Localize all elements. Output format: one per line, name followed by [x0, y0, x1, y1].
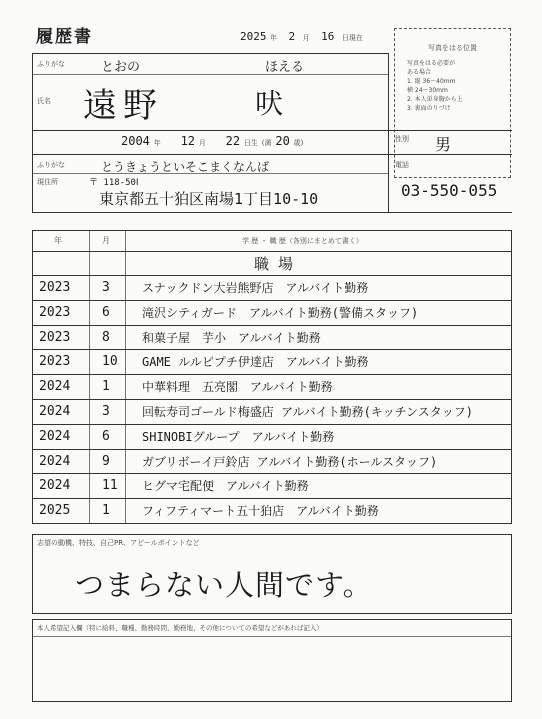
gender-value: 男	[435, 135, 452, 154]
history-row-month: 10	[102, 354, 118, 370]
history-row	[32, 450, 512, 475]
history-row	[32, 474, 512, 499]
history-row	[32, 350, 512, 375]
history-row	[32, 326, 512, 351]
history-row-text: 中華料理 五亮閣 アルバイト勤務	[142, 380, 333, 395]
history-row-text: SHINOBIグループ アルバイト勤務	[142, 429, 335, 444]
name-furigana-family: とおの	[101, 60, 141, 75]
photo-note-line: ある場合	[407, 69, 432, 76]
phone-value: 03-550-055	[401, 181, 498, 200]
date-day: 16	[321, 30, 335, 43]
history-row	[32, 400, 512, 425]
history-row-month: 3	[102, 404, 110, 419]
requests-block	[32, 619, 512, 702]
address-value: 東京都五十狛区南場1丁目10-10	[99, 190, 319, 208]
history-row-month: 1	[102, 503, 110, 519]
photo-note-line: 横 24～30mm	[407, 87, 448, 94]
history-row-month: 6	[102, 304, 110, 320]
history-col-year: 年	[54, 236, 62, 245]
history-row	[32, 276, 512, 301]
history-row-text: ヒグマ宅配便 アルバイト勤務	[142, 479, 309, 494]
address-furigana-label: ふりがな	[37, 161, 65, 169]
name-family: 遠野	[83, 86, 163, 126]
name-furigana-given: ほえる	[265, 60, 305, 75]
history-col-month: 月	[102, 236, 110, 245]
requests-label: 本人希望記入欄（特に給料、職種、勤務時間、勤務地、その他についての希望などがあれば記入）	[37, 624, 323, 632]
motivation-value: つまらない人間です。	[75, 568, 373, 602]
photo-box-notes	[407, 59, 463, 113]
history-row	[32, 499, 512, 524]
history-row-month: 9	[102, 453, 110, 469]
name-given: 吠	[255, 87, 284, 120]
birth-day: 22	[225, 134, 241, 148]
date-year: 2025	[240, 30, 267, 43]
birth-month: 12	[180, 134, 196, 148]
birth-day-unit: 日生	[243, 139, 258, 147]
history-row-year: 2023	[39, 304, 71, 320]
history-col-content: 学 歴 ・ 職 歴（各別にまとめて書く）	[242, 237, 363, 245]
date-day-unit: 日現在	[341, 34, 363, 42]
history-header-row	[32, 230, 512, 252]
birth-month-unit: 月	[198, 139, 206, 147]
birth-year: 2004	[121, 134, 150, 148]
date-month: 2	[288, 30, 296, 43]
address-postal: 〒 118-50Ⅰ	[89, 178, 139, 188]
history-row-month: 8	[102, 329, 110, 345]
name-label: 氏名	[37, 97, 51, 105]
history-row-month: 11	[102, 478, 118, 494]
birth-row	[32, 130, 389, 155]
document-date	[240, 30, 363, 43]
address-furigana: とうきょうといそこまくなんば	[101, 160, 270, 174]
history-row	[32, 425, 512, 450]
history-row	[32, 375, 512, 400]
address-block	[32, 155, 389, 213]
history-row-year: 2024	[39, 379, 71, 395]
history-row-year: 2024	[39, 404, 71, 419]
name-block	[32, 53, 389, 131]
history-row-month: 3	[102, 280, 110, 295]
photo-note-line: 2. 本人単身胸から上	[407, 96, 463, 103]
gender-cell	[389, 130, 512, 155]
photo-note-line: 1. 縦 36～40mm	[407, 78, 456, 85]
history-row-year: 2023	[39, 354, 71, 370]
history-row	[32, 301, 512, 326]
history-row-year: 2023	[39, 329, 71, 345]
phone-label: 電話	[395, 161, 409, 169]
birth-age-open: (満	[261, 139, 272, 147]
motivation-label: 志望の動機、特技、自己PR、アピールポイントなど	[37, 539, 200, 547]
history-row-year: 2024	[39, 428, 71, 444]
birth-date	[121, 134, 303, 148]
history-row-text: 滝沢シティガード アルバイト勤務(警備スタッフ)	[142, 305, 419, 320]
address-label: 現住所	[37, 178, 58, 186]
name-furigana-label: ふりがな	[37, 60, 65, 68]
history-row-month: 6	[102, 428, 110, 444]
date-month-unit: 月	[302, 34, 310, 42]
history-row-month: 1	[102, 379, 110, 395]
birth-year-unit: 年	[153, 139, 161, 147]
photo-box-title: 写真をはる位置	[428, 44, 477, 52]
history-row-text: スナックドン大岩熊野店 アルバイト勤務	[142, 281, 369, 295]
phone-cell	[389, 155, 512, 213]
history-row-text: GAME ルルピプチ伊達店 アルバイト勤務	[142, 355, 369, 370]
birth-age-unit: 歳)	[293, 139, 304, 147]
gender-label: 性別	[395, 135, 409, 143]
photo-note-line: 写真をはる必要が	[407, 60, 456, 67]
history-row-text: ガブリボーイ戸鈴店 アルバイト勤務(ホールスタッフ)	[142, 454, 438, 469]
history-row-year: 2024	[39, 453, 71, 469]
history-section-label: 職 場	[254, 255, 294, 273]
history-row-text: フィフティマート五十狛店 アルバイト勤務	[142, 504, 379, 519]
motivation-block	[32, 534, 512, 614]
history-row-year: 2023	[39, 280, 71, 295]
history-row-text: 回転寿司ゴールド梅盛店 アルバイト勤務(キッチンスタッフ)	[142, 405, 473, 419]
history-row-year: 2025	[39, 503, 71, 519]
history-row-text: 和菓子屋 芋小 アルバイト勤務	[142, 330, 321, 345]
history-section-row	[32, 252, 512, 276]
photo-note-line: 3. 裏面のりづけ	[407, 105, 451, 112]
date-year-unit: 年	[270, 34, 277, 42]
document-title: 履歴書	[36, 27, 93, 47]
birth-age: 20	[275, 134, 290, 148]
history-row-year: 2024	[39, 478, 71, 494]
